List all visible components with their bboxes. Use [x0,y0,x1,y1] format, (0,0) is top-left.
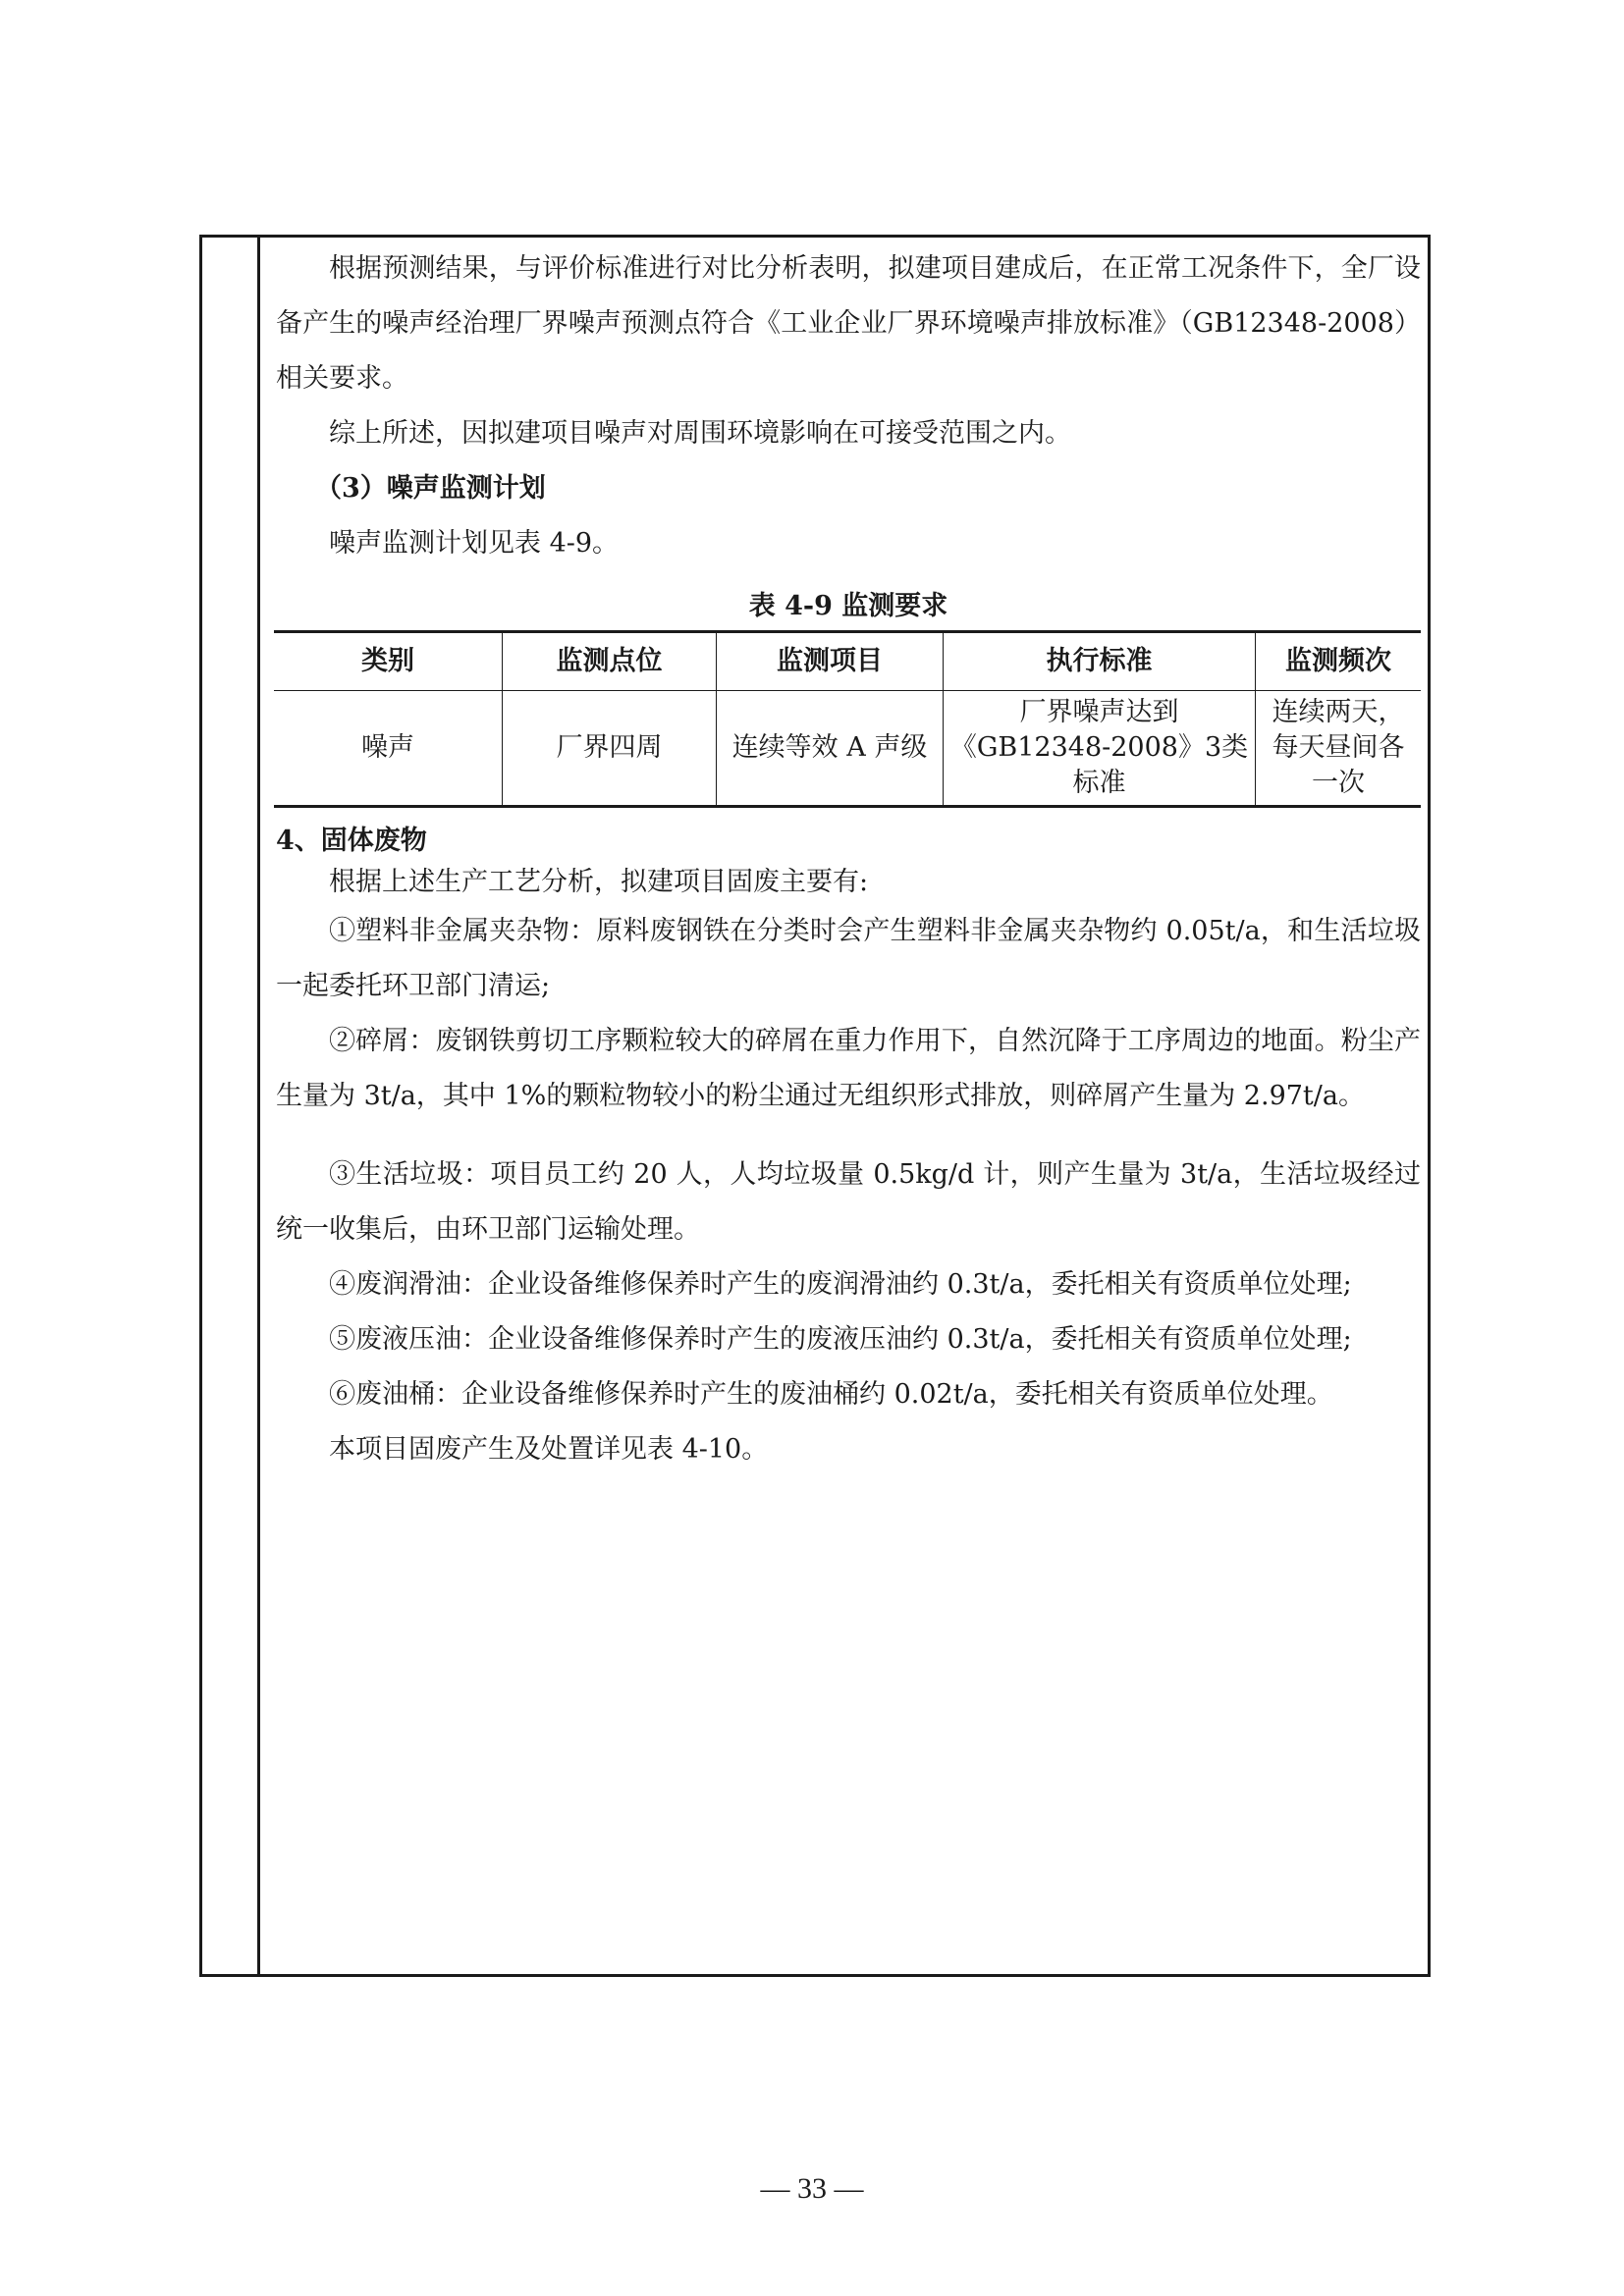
table-header: 监测项目 [717,632,944,691]
section3-text: 噪声监测计划见表 4-9。 [329,528,620,559]
content-area [276,238,1421,1477]
section4-intro: 根据上述生产工艺分析，拟建项目固废主要有: [329,867,869,897]
page-number: — 33 — [760,2172,864,2205]
table-cell: 厂界噪声达到《GB12348-2008》3类标准 [944,691,1256,807]
waste-item: ⑥废油桶：企业设备维修保养时产生的废油桶约 0.02t/a，委托相关有资质单位处理。 [329,1379,1333,1410]
table-header-row [274,632,1421,691]
closing-text: 本项目固废产生及处置详见表 4-10。 [329,1434,769,1465]
page-frame [199,235,1431,1977]
waste-item: ③生活垃圾：项目员工约 20 人，人均垃圾量 0.5kg/d 计，则产生量为 3t/a，生活垃圾经过统一收集后，由环卫部门运输处理。 [276,1159,1421,1245]
table-title: 表 4-9 监测要求 [748,591,948,621]
waste-item: ②碎屑：废钢铁剪切工序颗粒较大的碎屑在重力作用下，自然沉降于工序周边的地面。粉尘产生量为 3t/a，其中 1%的颗粒物较小的粉尘通过无组织形式排放，则碎屑产生量为 2.97t/a。 [276,1026,1421,1111]
waste-item: ①塑料非金属夹杂物：原料废钢铁在分类时会产生塑料非金属夹杂物约 0.05t/a，和生活垃圾一起委托环卫部门清运; [276,916,1421,1001]
left-margin-column [202,238,260,1974]
table-header: 执行标准 [944,632,1256,691]
monitoring-table [274,630,1421,808]
table-header: 类别 [274,632,503,691]
waste-item: ⑤废液压油：企业设备维修保养时产生的废液压油约 0.3t/a，委托相关有资质单位处理; [329,1324,1352,1355]
paragraph-conclusion: 综上所述，因拟建项目噪声对周围环境影响在可接受范围之内。 [329,418,1071,449]
table-cell: 连续等效 A 声级 [717,691,944,807]
table-row [274,691,1421,807]
table-header: 监测点位 [503,632,717,691]
section3-heading: （3）噪声监测计划 [315,473,546,504]
table-cell: 连续两天，每天昼间各一次 [1256,691,1422,807]
table-header: 监测频次 [1256,632,1422,691]
table-cell: 厂界四周 [503,691,717,807]
paragraph-prediction: 根据预测结果，与评价标准进行对比分析表明，拟建项目建成后，在正常工况条件下，全厂设备产生的噪声经治理厂界噪声预测点符合《工业企业厂界环境噪声排放标准》（GB12348-2008）相关要求。 [276,253,1421,394]
section4-heading: 4、固体废物 [276,826,427,856]
table-cell: 噪声 [274,691,503,807]
waste-item: ④废润滑油：企业设备维修保养时产生的废润滑油约 0.3t/a，委托相关有资质单位处理; [329,1269,1352,1300]
